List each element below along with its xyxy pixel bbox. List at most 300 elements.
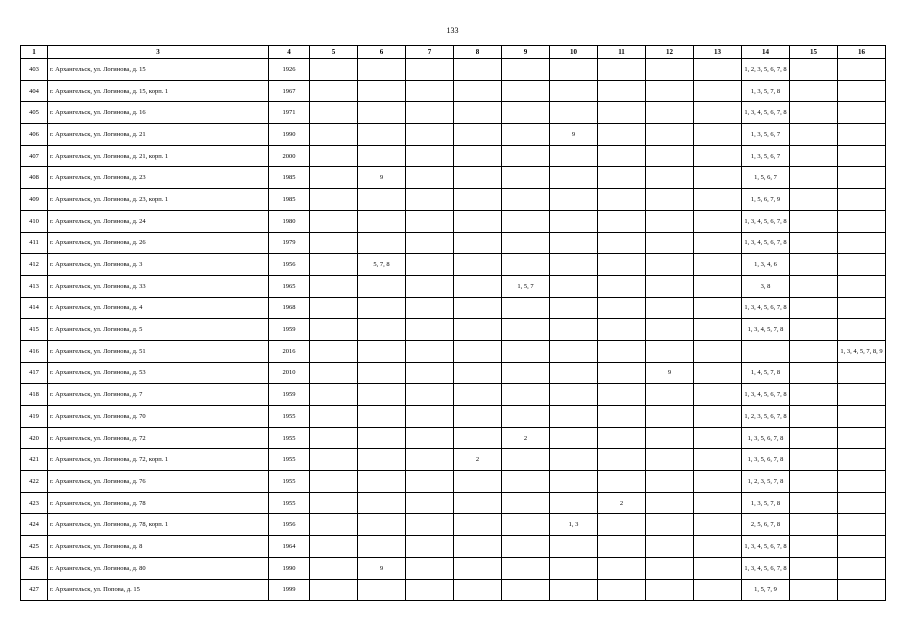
table-cell	[838, 471, 886, 493]
table-cell	[598, 254, 646, 276]
table-row	[21, 406, 886, 428]
row-number-cell: 412	[21, 254, 48, 276]
address-cell: г. Архангельск, ул. Логинова, д. 4	[48, 297, 269, 319]
address-cell: г. Архангельск, ул. Логинова, д. 7	[48, 384, 269, 406]
table-cell: 1, 5, 7	[502, 275, 550, 297]
year-cell: 1956	[269, 254, 310, 276]
table-cell	[310, 427, 358, 449]
address-cell: г. Архангельск, ул. Логинова, д. 15, корп. 1	[48, 80, 269, 102]
table-cell	[406, 449, 454, 471]
table-cell	[406, 80, 454, 102]
table-cell	[838, 319, 886, 341]
table-row	[21, 340, 886, 362]
table-cell	[646, 579, 694, 601]
row-number-cell: 410	[21, 210, 48, 232]
table-cell	[310, 536, 358, 558]
table-cell	[694, 297, 742, 319]
table-cell	[838, 579, 886, 601]
table-cell	[694, 384, 742, 406]
table-row	[21, 210, 886, 232]
table-cell	[358, 297, 406, 319]
column-header: 5	[310, 46, 358, 59]
year-cell: 2010	[269, 362, 310, 384]
table-row	[21, 124, 886, 146]
column-header: 9	[502, 46, 550, 59]
table-cell: 9	[358, 557, 406, 579]
table-cell	[358, 536, 406, 558]
year-cell: 1955	[269, 427, 310, 449]
table-cell: 1, 3, 4, 5, 6, 7, 8	[742, 384, 790, 406]
table-cell	[502, 536, 550, 558]
table-cell: 1, 5, 6, 7, 9	[742, 189, 790, 211]
year-cell: 1967	[269, 80, 310, 102]
year-cell: 1990	[269, 557, 310, 579]
table-row	[21, 59, 886, 81]
table-cell	[838, 254, 886, 276]
table-cell	[598, 557, 646, 579]
table-cell	[790, 297, 838, 319]
table-cell	[598, 167, 646, 189]
table-cell	[790, 232, 838, 254]
table-cell	[694, 254, 742, 276]
table-cell	[310, 254, 358, 276]
page-number: 133	[446, 26, 459, 35]
table-cell	[694, 362, 742, 384]
table-row	[21, 471, 886, 493]
table-cell	[310, 145, 358, 167]
table-cell: 2	[502, 427, 550, 449]
table-cell	[598, 102, 646, 124]
table-row	[21, 536, 886, 558]
table-cell	[310, 557, 358, 579]
table-row	[21, 297, 886, 319]
table-cell: 1, 3, 4, 6	[742, 254, 790, 276]
table-cell	[358, 427, 406, 449]
address-cell: г. Архангельск, ул. Логинова, д. 33	[48, 275, 269, 297]
table-cell	[838, 145, 886, 167]
table-cell: 9	[646, 362, 694, 384]
table-cell	[646, 102, 694, 124]
table-cell: 1, 5, 7, 9	[742, 579, 790, 601]
table-cell	[406, 427, 454, 449]
table-cell	[646, 80, 694, 102]
table-cell	[406, 471, 454, 493]
table-cell	[694, 471, 742, 493]
table-cell	[358, 319, 406, 341]
table-cell	[502, 406, 550, 428]
table-cell: 5, 7, 8	[358, 254, 406, 276]
row-number-cell: 423	[21, 492, 48, 514]
table-cell	[454, 232, 502, 254]
table-cell	[598, 232, 646, 254]
table-cell	[550, 340, 598, 362]
address-cell: г. Архангельск, ул. Логинова, д. 51	[48, 340, 269, 362]
table-cell	[406, 579, 454, 601]
table-cell	[502, 362, 550, 384]
table-cell	[598, 384, 646, 406]
table-cell	[694, 124, 742, 146]
table-cell	[790, 167, 838, 189]
table-cell	[550, 319, 598, 341]
table-cell	[406, 536, 454, 558]
address-cell: г. Архангельск, ул. Логинова, д. 24	[48, 210, 269, 232]
row-number-cell: 418	[21, 384, 48, 406]
table-cell	[694, 275, 742, 297]
table-cell	[502, 102, 550, 124]
table-cell: 1, 3, 5, 6, 7, 8	[742, 449, 790, 471]
table-row	[21, 384, 886, 406]
table-cell	[790, 275, 838, 297]
address-cell: г. Архангельск, ул. Логинова, д. 80	[48, 557, 269, 579]
row-number-cell: 427	[21, 579, 48, 601]
table-cell	[790, 579, 838, 601]
table-cell	[454, 297, 502, 319]
table-cell	[694, 340, 742, 362]
table-cell	[646, 275, 694, 297]
table-cell	[694, 536, 742, 558]
address-cell: г. Архангельск, ул. Логинова, д. 53	[48, 362, 269, 384]
address-cell: г. Архангельск, ул. Логинова, д. 78	[48, 492, 269, 514]
table-cell	[550, 557, 598, 579]
table-cell	[598, 80, 646, 102]
table-cell: 1, 2, 3, 5, 6, 7, 8	[742, 59, 790, 81]
table-cell	[646, 427, 694, 449]
table-cell	[646, 145, 694, 167]
row-number-cell: 421	[21, 449, 48, 471]
address-cell: г. Архангельск, ул. Логинова, д. 15	[48, 59, 269, 81]
table-cell	[454, 340, 502, 362]
table-cell: 1, 3, 4, 5, 6, 7, 8	[742, 297, 790, 319]
table-cell	[646, 471, 694, 493]
table-row	[21, 145, 886, 167]
table-cell	[550, 297, 598, 319]
table-cell	[790, 449, 838, 471]
table-cell	[598, 59, 646, 81]
year-cell: 1985	[269, 167, 310, 189]
table-cell	[406, 514, 454, 536]
table-cell	[598, 340, 646, 362]
table-cell	[406, 102, 454, 124]
table-cell	[310, 275, 358, 297]
table-cell	[406, 145, 454, 167]
table-cell	[406, 362, 454, 384]
table-cell	[310, 319, 358, 341]
table-cell	[694, 406, 742, 428]
table-cell	[454, 471, 502, 493]
table-cell: 1, 2, 3, 5, 7, 8	[742, 471, 790, 493]
table-row	[21, 514, 886, 536]
table-cell	[454, 167, 502, 189]
table-cell	[550, 275, 598, 297]
table-cell	[646, 232, 694, 254]
address-cell: г. Архангельск, ул. Логинова, д. 23	[48, 167, 269, 189]
table-cell: 1, 3, 4, 5, 6, 7, 8	[742, 536, 790, 558]
table-cell	[358, 210, 406, 232]
table-row	[21, 557, 886, 579]
year-cell: 1990	[269, 124, 310, 146]
table-cell	[598, 471, 646, 493]
table-cell	[358, 102, 406, 124]
table-cell	[358, 362, 406, 384]
column-header: 16	[838, 46, 886, 59]
row-number-cell: 419	[21, 406, 48, 428]
table-cell	[598, 514, 646, 536]
table-row	[21, 427, 886, 449]
row-number-cell: 407	[21, 145, 48, 167]
table-row	[21, 579, 886, 601]
table-cell	[358, 59, 406, 81]
table-cell: 1, 3, 5, 7, 8	[742, 492, 790, 514]
table-cell	[502, 124, 550, 146]
table-cell	[310, 102, 358, 124]
table-cell: 9	[358, 167, 406, 189]
row-number-cell: 420	[21, 427, 48, 449]
table-cell	[550, 536, 598, 558]
table-cell	[454, 536, 502, 558]
year-cell: 1955	[269, 449, 310, 471]
table-cell	[838, 557, 886, 579]
table-cell	[406, 340, 454, 362]
table-cell	[454, 145, 502, 167]
table-cell	[310, 514, 358, 536]
table-cell	[646, 340, 694, 362]
table-cell	[406, 124, 454, 146]
table-cell	[502, 557, 550, 579]
table-cell	[454, 124, 502, 146]
table-cell	[454, 427, 502, 449]
table-cell	[358, 189, 406, 211]
year-cell: 1955	[269, 471, 310, 493]
table-cell	[646, 536, 694, 558]
year-cell: 1971	[269, 102, 310, 124]
table-row	[21, 449, 886, 471]
column-header: 3	[48, 46, 269, 59]
table-cell	[790, 557, 838, 579]
table-cell	[790, 210, 838, 232]
year-cell: 1979	[269, 232, 310, 254]
table-cell	[406, 297, 454, 319]
table-cell	[406, 492, 454, 514]
table-cell	[598, 124, 646, 146]
table-cell	[646, 124, 694, 146]
table-cell	[838, 189, 886, 211]
table-row	[21, 102, 886, 124]
table-cell	[694, 145, 742, 167]
table-cell	[598, 145, 646, 167]
year-cell: 1985	[269, 189, 310, 211]
column-header: 6	[358, 46, 406, 59]
table-cell	[790, 514, 838, 536]
table-cell	[310, 80, 358, 102]
column-header: 7	[406, 46, 454, 59]
table-cell: 2	[454, 449, 502, 471]
table-cell	[406, 275, 454, 297]
column-header: 10	[550, 46, 598, 59]
table-cell	[694, 80, 742, 102]
table-cell: 1, 3, 4, 5, 6, 7, 8	[742, 232, 790, 254]
table-cell	[838, 536, 886, 558]
table-cell	[838, 59, 886, 81]
table-cell	[550, 471, 598, 493]
table-cell	[790, 427, 838, 449]
table-cell	[502, 449, 550, 471]
table-cell	[694, 210, 742, 232]
table-cell	[502, 319, 550, 341]
table-cell	[646, 319, 694, 341]
table-cell	[550, 427, 598, 449]
table-cell	[790, 319, 838, 341]
column-header: 1	[21, 46, 48, 59]
address-cell: г. Архангельск, ул. Логинова, д. 23, корп. 1	[48, 189, 269, 211]
table-cell	[646, 167, 694, 189]
table-cell	[310, 59, 358, 81]
address-cell: г. Архангельск, ул. Логинова, д. 26	[48, 232, 269, 254]
table-cell	[646, 210, 694, 232]
table-cell	[790, 384, 838, 406]
table-cell	[454, 514, 502, 536]
table-cell	[598, 297, 646, 319]
table-row	[21, 80, 886, 102]
table-cell	[310, 406, 358, 428]
year-cell: 1999	[269, 579, 310, 601]
table-cell	[502, 145, 550, 167]
table-cell: 2	[598, 492, 646, 514]
table-cell	[358, 471, 406, 493]
table-cell	[406, 384, 454, 406]
table-cell	[742, 340, 790, 362]
table-cell	[550, 59, 598, 81]
table-cell	[646, 254, 694, 276]
table-cell	[598, 536, 646, 558]
table-cell: 1, 3, 5, 6, 7	[742, 145, 790, 167]
table-cell	[838, 275, 886, 297]
row-number-cell: 409	[21, 189, 48, 211]
table-cell	[454, 384, 502, 406]
table-cell	[406, 210, 454, 232]
table-cell	[454, 210, 502, 232]
table-body	[21, 59, 886, 601]
table-cell	[598, 275, 646, 297]
table-cell	[694, 319, 742, 341]
table-cell	[694, 102, 742, 124]
table-cell: 1, 3, 4, 5, 6, 7, 8	[742, 557, 790, 579]
table-cell	[454, 492, 502, 514]
table-cell	[694, 167, 742, 189]
table-cell	[454, 319, 502, 341]
address-cell: г. Архангельск, ул. Логинова, д. 72	[48, 427, 269, 449]
table-cell: 9	[550, 124, 598, 146]
table-cell	[598, 406, 646, 428]
table-cell	[790, 80, 838, 102]
row-number-cell: 417	[21, 362, 48, 384]
table-cell	[358, 492, 406, 514]
table-cell	[694, 492, 742, 514]
table-cell	[790, 362, 838, 384]
table-row	[21, 232, 886, 254]
table-cell	[838, 406, 886, 428]
column-header: 4	[269, 46, 310, 59]
table-cell	[790, 492, 838, 514]
table-cell	[694, 514, 742, 536]
table-cell	[406, 254, 454, 276]
table-cell	[502, 340, 550, 362]
table-cell	[838, 167, 886, 189]
table-cell	[646, 492, 694, 514]
year-cell: 1965	[269, 275, 310, 297]
table-cell: 1, 3, 4, 5, 7, 8	[742, 319, 790, 341]
table-cell	[838, 514, 886, 536]
table-cell	[550, 189, 598, 211]
table-cell	[598, 319, 646, 341]
table-cell	[550, 362, 598, 384]
row-number-cell: 411	[21, 232, 48, 254]
table-cell	[838, 124, 886, 146]
table-cell	[310, 210, 358, 232]
table-cell	[790, 124, 838, 146]
table-cell: 2, 5, 6, 7, 8	[742, 514, 790, 536]
table-cell	[454, 406, 502, 428]
table-row	[21, 167, 886, 189]
table-cell	[310, 340, 358, 362]
table-row	[21, 254, 886, 276]
table-cell	[550, 167, 598, 189]
address-cell: г. Архангельск, ул. Попова, д. 15	[48, 579, 269, 601]
row-number-cell: 425	[21, 536, 48, 558]
table-cell	[502, 297, 550, 319]
table-cell	[454, 80, 502, 102]
table-cell	[694, 427, 742, 449]
row-number-cell: 415	[21, 319, 48, 341]
column-header: 12	[646, 46, 694, 59]
address-cell: г. Архангельск, ул. Логинова, д. 70	[48, 406, 269, 428]
table-cell	[502, 384, 550, 406]
table-cell	[550, 145, 598, 167]
column-header: 15	[790, 46, 838, 59]
table-cell: 3, 8	[742, 275, 790, 297]
table-cell	[694, 189, 742, 211]
year-cell: 1980	[269, 210, 310, 232]
table-cell	[550, 449, 598, 471]
address-cell: г. Архангельск, ул. Логинова, д. 5	[48, 319, 269, 341]
year-cell: 2016	[269, 340, 310, 362]
table-cell: 1, 2, 3, 5, 6, 7, 8	[742, 406, 790, 428]
address-cell: г. Архангельск, ул. Логинова, д. 78, корп. 1	[48, 514, 269, 536]
table-cell	[358, 80, 406, 102]
table-cell	[790, 254, 838, 276]
table-cell	[838, 427, 886, 449]
table-cell	[310, 362, 358, 384]
table-cell	[694, 232, 742, 254]
row-number-cell: 408	[21, 167, 48, 189]
table-cell	[502, 189, 550, 211]
table-cell	[406, 167, 454, 189]
column-header: 14	[742, 46, 790, 59]
table-cell	[310, 449, 358, 471]
table-cell	[454, 189, 502, 211]
row-number-cell: 414	[21, 297, 48, 319]
table-cell	[454, 557, 502, 579]
table-cell	[406, 232, 454, 254]
address-cell: г. Архангельск, ул. Логинова, д. 72, корп. 1	[48, 449, 269, 471]
table-cell	[694, 579, 742, 601]
address-cell: г. Архангельск, ул. Логинова, д. 21, корп. 1	[48, 145, 269, 167]
table-cell	[310, 124, 358, 146]
table-cell	[502, 232, 550, 254]
table-cell	[358, 384, 406, 406]
table-cell	[790, 189, 838, 211]
table-cell: 1, 3, 5, 6, 7, 8	[742, 427, 790, 449]
table-cell	[406, 319, 454, 341]
